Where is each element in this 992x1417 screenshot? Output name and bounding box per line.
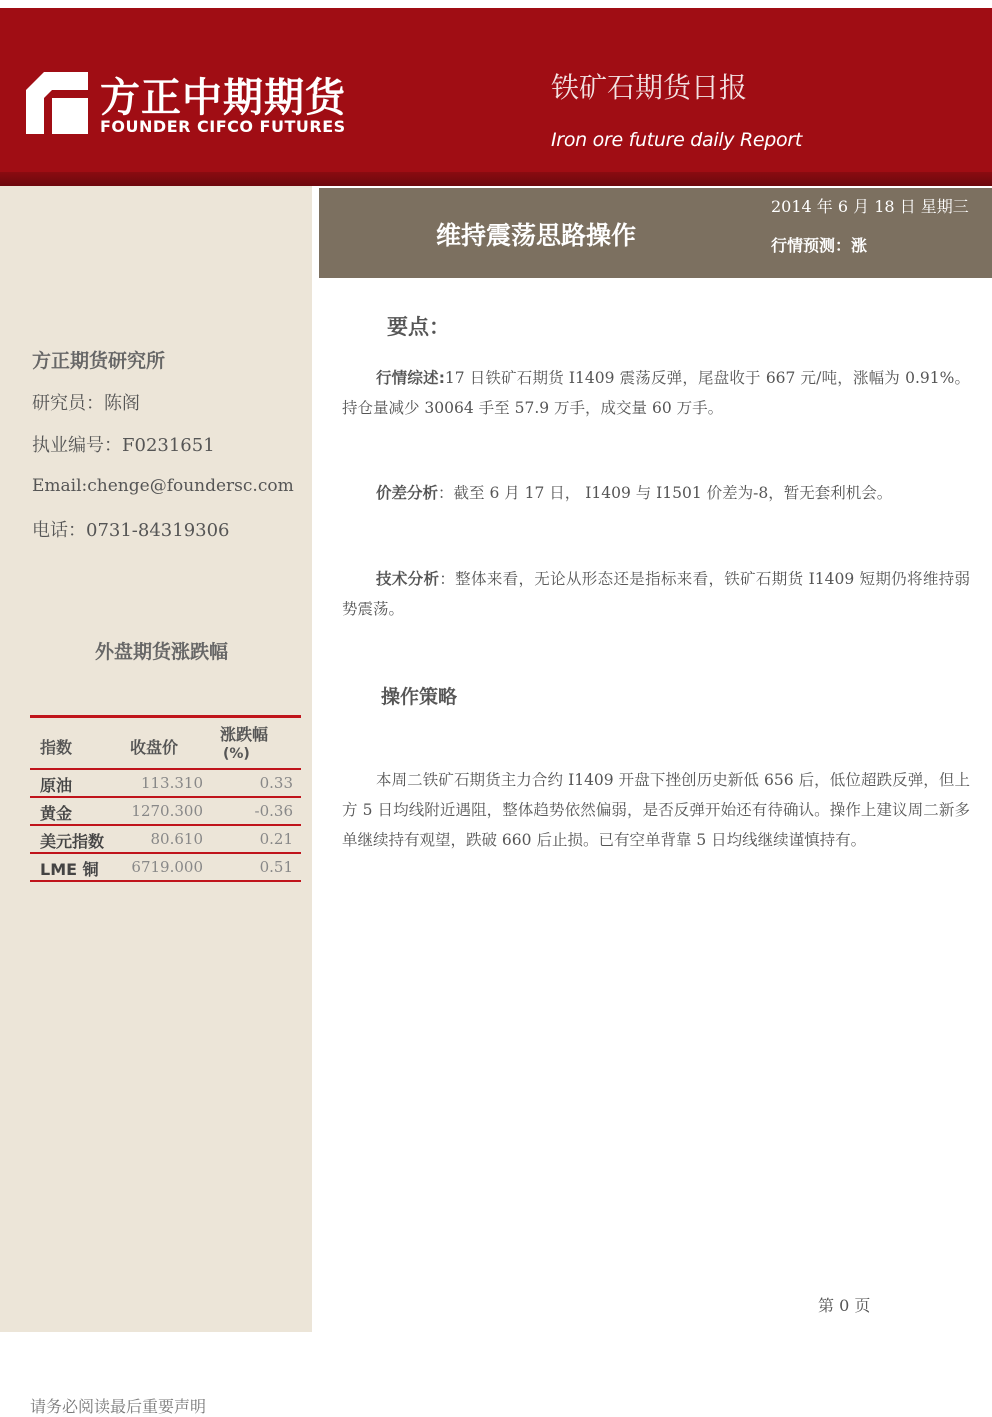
- technical-analysis-text: ：整体来看，无论从形态还是指标来看，铁矿石期货 I1409 短期仍将维持弱势震荡。: [342, 570, 970, 618]
- strategy-paragraph: 本周二铁矿石期货主力合约 I1409 开盘下挫创历史新低 656 后，低位超跌反弹，但上方 5 日均线附近遇阻，整体趋势依然偏弱，是否反弹开始还有待确认。操作上建议周二新多单继续持有观望，跌破 660 后止损。已有空单背靠 5 日均线继续谨慎持有。: [342, 771, 970, 849]
- key-points-heading: 要点：: [387, 315, 450, 339]
- row-name: 黄金: [40, 804, 73, 823]
- headline: 维持震荡思路操作: [436, 221, 637, 250]
- disclaimer-note: 请务必阅读最后重要声明: [30, 1397, 207, 1416]
- spread-analysis-label: 价差分析: [376, 484, 439, 502]
- market-summary-text: 17 日铁矿石期货 I1409 震荡反弹，尾盘收于 667 元/吨，涨幅为 0.91%。持仓量减少 30064 手至 57.9 万手，成交量 60 万手。: [342, 369, 971, 417]
- institute-name: 方正期货研究所: [32, 350, 166, 372]
- spread-analysis-paragraph: [342, 478, 970, 508]
- report-header: [0, 8, 992, 186]
- market-summary-paragraph: [342, 363, 970, 423]
- col-header-change: 涨跌幅: [220, 725, 269, 744]
- email: Email:chenge@foundersc.com: [32, 476, 294, 496]
- technical-analysis-paragraph: [342, 564, 970, 624]
- header-divider: [0, 172, 992, 186]
- row-name: LME 铜: [40, 860, 99, 879]
- spread-analysis-text: ：截至 6 月 17 日， I1409 与 I1501 价差为-8，暂无套利机会。: [438, 484, 893, 502]
- market-summary-label: 行情综述:: [376, 369, 445, 387]
- row-close: 113.310: [140, 774, 203, 792]
- table-row: [30, 854, 301, 882]
- row-change: 0.33: [259, 774, 293, 792]
- col-header-change-unit: (%): [223, 746, 250, 762]
- report-date: 2014 年 6 月 18 日 星期三: [771, 197, 969, 216]
- row-name: 原油: [40, 776, 73, 795]
- market-forecast: 行情预测：涨: [771, 236, 868, 255]
- table-row: [30, 798, 301, 826]
- brand-name-en: FOUNDER CIFCO FUTURES: [100, 117, 346, 136]
- table-row: [30, 770, 301, 798]
- table-row: [30, 826, 301, 854]
- report-title-cn: 铁矿石期货日报: [551, 71, 748, 104]
- license-number: 执业编号：F0231651: [32, 435, 215, 456]
- row-close: 6719.000: [131, 858, 203, 876]
- row-change: 0.51: [259, 858, 293, 876]
- page-number: 第 0 页: [818, 1296, 871, 1315]
- row-change: -0.36: [254, 802, 293, 820]
- table-header: [30, 718, 301, 770]
- founder-logo-icon: [26, 72, 88, 134]
- row-change: 0.21: [259, 830, 293, 848]
- technical-analysis-label: 技术分析: [376, 570, 440, 588]
- phone: 电话：0731-84319306: [32, 520, 230, 541]
- strategy-heading: 操作策略: [381, 686, 458, 708]
- row-close: 80.610: [150, 830, 203, 848]
- overseas-futures-table: [30, 715, 301, 882]
- brand-name-cn: 方正中期期货: [100, 75, 346, 121]
- headline-bar: [319, 188, 992, 278]
- table-title: 外盘期货涨跌幅: [95, 641, 229, 663]
- row-name: 美元指数: [40, 832, 105, 851]
- report-title-en: Iron ore future daily Report: [551, 129, 803, 151]
- researcher: 研究员：陈阁: [32, 393, 140, 414]
- row-close: 1270.300: [131, 802, 203, 820]
- col-header-close: 收盘价: [130, 738, 179, 757]
- col-header-index: 指数: [40, 738, 73, 757]
